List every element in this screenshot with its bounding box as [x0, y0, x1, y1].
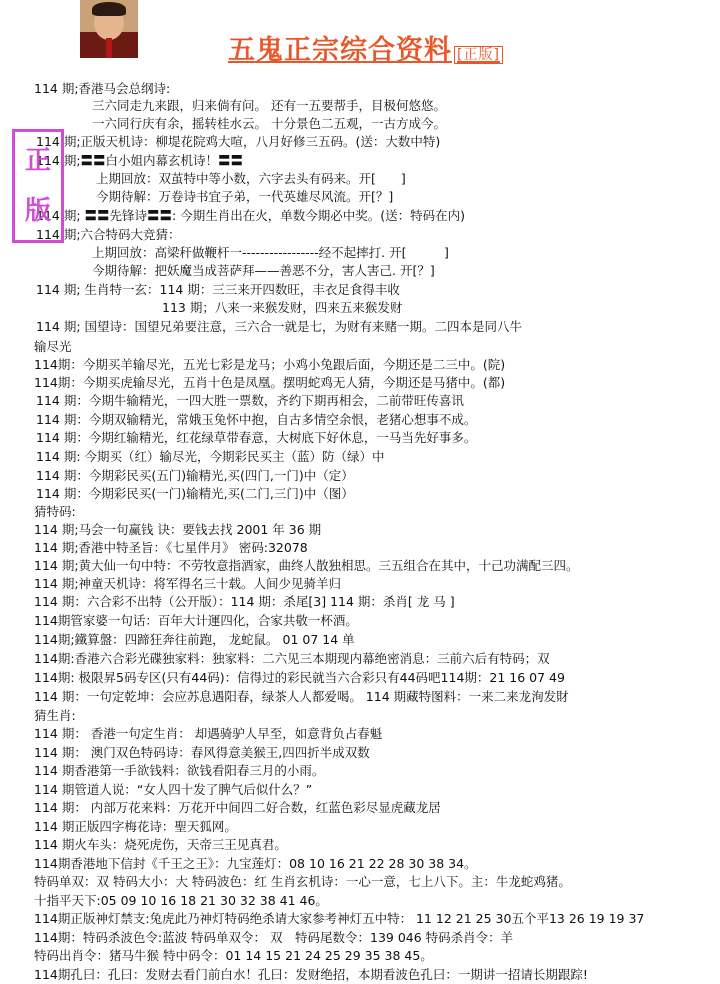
text-line: 一六同行庆有余，摇转桂水云。 十分景色二五观，一古方成今。 [92, 116, 446, 131]
text-line: 猜生肖: [34, 708, 76, 723]
text-line: 输尽光 [34, 339, 72, 354]
text-line: 114 期; 〓〓先锋诗〓〓: 今期生肖出在火，单数今期必中奖。(送：特码在内) [36, 208, 465, 223]
text-line: 114 期：今期牛输精光，一四大胜一票数，齐约下期再相会，二前带旺传喜讯 [36, 393, 464, 408]
text-line: 114 期管道人说：“女人四十发了脾气后似什么？” [34, 782, 313, 797]
text-line: 114期:香港六合彩光碟独家料：独家料：二六见三本期现内幕绝密消息：三前六后有特码；双 [34, 651, 550, 666]
text-line: 114 期： 香港一句定生肖： 却遇骑驴人早至，如意背负占春魁 [34, 726, 383, 741]
text-line: 114 期;马会一句赢钱 诀：要钱去找 2001 年 36 期 [34, 522, 322, 537]
text-line: 114期管家婆一句话：百年大计運四化，合家共敬一杯酒。 [34, 613, 358, 628]
text-line: 114 期;黄大仙一句中特：不劳牧意指酒家，曲终人散独相思。三五组合在其中，十己功满配三四。 [34, 558, 579, 573]
title-text: 五鬼正宗综合资料 [228, 35, 452, 66]
text-line: 十指平天下:05 09 10 16 18 21 30 32 38 41 46。 [34, 893, 328, 908]
text-line: 114 期：今期彩民买(一门)输精光,买(二门,三门)中（图） [36, 486, 354, 501]
text-line: 114 期：一句定乾坤：会应苏息遇阳春，绿茶人人都爱喝。 114 期藏特图料：一来二来龙洵发財 [34, 689, 569, 704]
text-line: 特码出肖令：猪马牛猴 特中码令：01 14 15 21 24 25 29 35 38 45。 [34, 948, 433, 963]
text-line: 114 期香港第一手欲钱料：欲钱看阳春三月的小雨。 [34, 763, 325, 778]
text-line: 三六同走九来跟，归来倘有问。 还有一五要帮手，目极何悠悠。 [92, 98, 446, 113]
text-line: 114 期: 今期买（红）输尽光，今期彩民买主（蓝）防（绿）中 [36, 449, 385, 464]
text-line: 114期孔曰：孔曰：发财去看门前白水！孔曰：发财绝招，本期看波色孔曰：一期讲一招请长期跟踪! [34, 967, 588, 982]
text-line: 114 期;香港马会总纲诗: [34, 81, 171, 96]
text-line: 114期：今期买羊输尽光，五光七彩是龙马；小鸡小兔跟后面，今期还是二三中。(院) [34, 357, 506, 372]
author-photo [80, 0, 138, 58]
text-line: 114 期：六合彩不出特（公开版）：114 期：杀尾[3] 114 期：杀肖[ 龙 马 ] [34, 594, 455, 609]
badge-char-1: 正 [24, 146, 51, 176]
text-line: 114 期;正版天机诗：柳堤花院鸡大喧，八月好修三五码。(送：大数中特) [36, 134, 441, 149]
text-line: 114期: 极限昇5码专区(只有44码)：信得过的彩民就当六合彩只有44码吧114期：21 16 07 49 [34, 670, 565, 685]
text-line: 今期待解：万卷诗书宜子弟，一代英雄尽风流。开[？] [96, 189, 394, 204]
text-line: 114 期;〓〓白小姐内幕玄机诗！〓〓 [36, 153, 244, 168]
text-line: 114 期火车头：烧死虎伤，天帝三王见真君。 [34, 837, 287, 852]
text-line: 猜特码: [34, 504, 76, 519]
text-line: 114期香港地下信封《千王之王》：九宝莲灯：08 10 16 21 22 28 30 38 34。 [34, 856, 477, 871]
text-line: 114期：特码杀波色令:蓝波 特码单双令： 双 特码尾数令：139 046 特码杀肖令：羊 [34, 930, 514, 945]
text-line: 114期;鐵算盤：四蹄狂奔往前跑， 龙蛇鼠。 01 07 14 单 [34, 632, 355, 647]
text-line: 114 期; 生肖特一玄：114 期：三三来开四数旺，丰衣足食得丰收 [36, 282, 400, 297]
text-line: 114 期：今期红输精光，红花绿草带春意，大树底下好休息，一马当先好事多。 [36, 430, 477, 445]
text-line: 上期回放：高梁秆做鞭杆一-----------------经不起摔打. 开[ ] [92, 245, 449, 260]
title-tag: [正版] [454, 46, 503, 64]
text-line: 114 期; 国望诗：国望兄弟要注意，三六合一就是七，为财有来赌一期。二四本是同八牛 [36, 319, 523, 334]
photo-hair [92, 2, 126, 16]
text-line: 114 期：今期双输精光，常娥玉兔怀中抱，自古多情空余恨，老猪心想事不成。 [36, 412, 477, 427]
text-line: 113 期；八来一来猴发财，四来五来猴发财 [162, 300, 403, 315]
text-line: 114 期;香港中特圣旨：《七星伴月》 密码:32078 [34, 540, 308, 555]
photo-tie [106, 38, 112, 58]
text-line: 特码单双：双 特码大小：大 特码波色：红 生肖玄机诗：一心一意，七上八下。主：牛龙蛇鸡猪。 [34, 874, 571, 889]
text-line: 114 期;神童天机诗：将军得名三十载。人间少见骑羊归 [34, 576, 342, 591]
edition-badge [12, 129, 64, 243]
badge-char-2: 版 [24, 196, 51, 226]
text-line: 今期待解：把妖魔当成菩萨拜——善恶不分，害人害己. 开[？] [92, 263, 435, 278]
text-line: 114期：今期买虎输尽光，五肖十色是凤凰。摆明蛇鸡无人猜，今期还是马猪中。(都) [34, 375, 506, 390]
text-line: 114 期正版四字梅花诗：聖天狐网。 [34, 819, 237, 834]
page-title [228, 28, 503, 67]
text-line: 114 期;六合特码大竞猜： [36, 227, 181, 242]
text-line: 114 期： 内部万花来料：万花开中间四二好合数，红蓝色彩尽显虎藏龙居 [34, 800, 441, 815]
text-line: 上期回放：双茧特中等小数，六字去头有码来。开[ ] [96, 171, 406, 186]
text-line: 114期正版神灯禁支:兔虎此乃神灯特码绝杀请大家参考神灯五中特： 11 12 21 25 30五个平13 26 19 19 37 [34, 911, 645, 926]
text-line: 114 期： 澳门双色特码诗：春风得意美猴王,四四折半成双数 [34, 745, 370, 760]
text-line: 114 期：今期彩民买(五门)输精光,买(四门,一门)中（定） [36, 468, 354, 483]
